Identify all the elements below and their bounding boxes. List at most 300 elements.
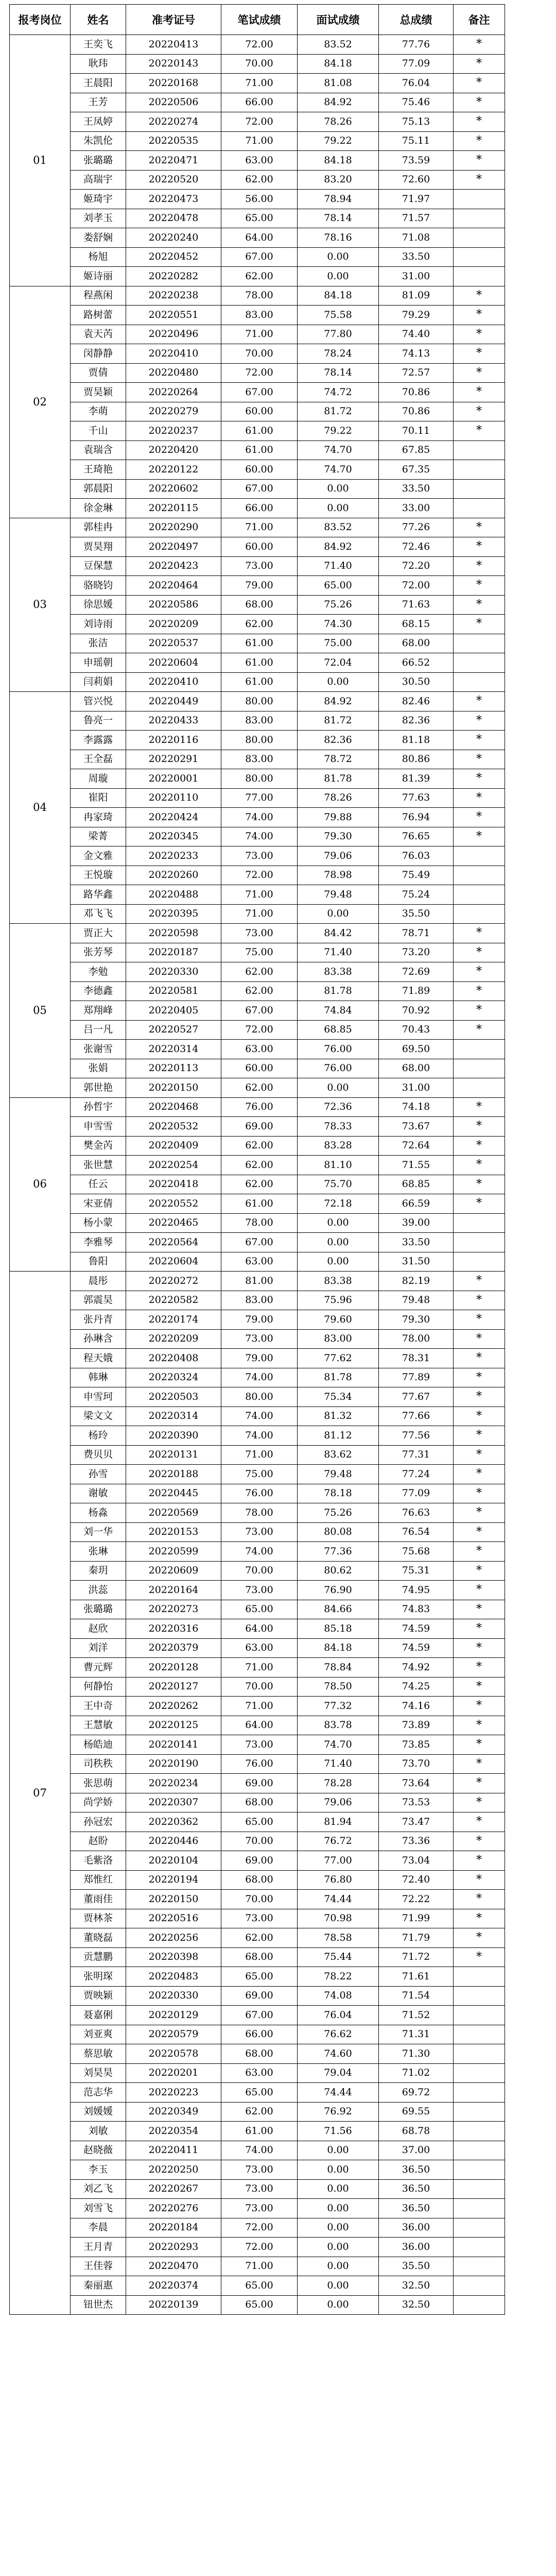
written-score-cell: 74.00 (221, 808, 298, 827)
written-score-cell: 83.00 (221, 750, 298, 769)
written-score-cell: 65.00 (221, 1967, 298, 1987)
written-score-cell: 61.00 (221, 634, 298, 653)
note-mark-cell: * (454, 1677, 505, 1697)
interview-score-cell: 0.00 (298, 2295, 379, 2315)
note-mark-cell: * (454, 1542, 505, 1562)
table-row (10, 1078, 505, 1098)
candidate-name-cell: 杨小蒙 (71, 1213, 126, 1233)
ticket-number-cell: 20220379 (126, 1638, 221, 1658)
interview-score-cell: 77.62 (298, 1349, 379, 1368)
total-score-cell: 77.24 (379, 1465, 454, 1484)
note-mark-cell: * (454, 595, 505, 615)
written-score-cell: 72.00 (221, 112, 298, 132)
ticket-number-cell: 20220139 (126, 2295, 221, 2315)
interview-score-cell: 78.14 (298, 209, 379, 228)
written-score-cell: 83.00 (221, 1291, 298, 1310)
candidate-name-cell: 钮世杰 (71, 2295, 126, 2315)
total-score-cell: 70.86 (379, 383, 454, 402)
written-score-cell: 62.00 (221, 2102, 298, 2122)
interview-score-cell: 79.04 (298, 2063, 379, 2083)
note-mark-cell: * (454, 35, 505, 55)
ticket-number-cell: 20220420 (126, 440, 221, 460)
candidate-name-cell: 鲁阳 (71, 1252, 126, 1272)
table-row (10, 885, 505, 905)
written-score-cell: 69.00 (221, 1774, 298, 1793)
table-row (10, 2025, 505, 2044)
post-code-cell: 01 (10, 35, 71, 286)
total-score-cell: 77.56 (379, 1426, 454, 1446)
written-score-cell: 72.00 (221, 866, 298, 885)
interview-score-cell: 78.16 (298, 228, 379, 248)
interview-score-cell: 83.78 (298, 1716, 379, 1735)
written-score-cell: 74.00 (221, 1406, 298, 1426)
ticket-number-cell: 20220223 (126, 2083, 221, 2103)
table-row (10, 518, 505, 537)
written-score-cell: 60.00 (221, 1059, 298, 1078)
written-score-cell: 62.00 (221, 615, 298, 634)
table-row (10, 556, 505, 576)
table-row (10, 54, 505, 74)
written-score-cell: 65.00 (221, 2295, 298, 2315)
written-score-cell: 67.00 (221, 2006, 298, 2025)
note-mark-cell: * (454, 731, 505, 750)
table-row (10, 1658, 505, 1677)
candidate-name-cell: 路树蕾 (71, 306, 126, 325)
written-score-cell: 60.00 (221, 537, 298, 557)
total-score-cell: 33.50 (379, 1233, 454, 1252)
interview-score-cell: 77.36 (298, 1542, 379, 1562)
candidate-name-cell: 骆晓钧 (71, 576, 126, 596)
ticket-number-cell: 20220349 (126, 2102, 221, 2122)
written-score-cell: 78.00 (221, 1503, 298, 1523)
written-score-cell: 80.00 (221, 692, 298, 711)
interview-score-cell: 84.42 (298, 924, 379, 943)
note-mark-cell: * (454, 1581, 505, 1600)
candidate-name-cell: 王芳 (71, 93, 126, 112)
note-mark-cell: * (454, 1117, 505, 1137)
table-row (10, 306, 505, 325)
total-score-cell: 77.76 (379, 35, 454, 55)
ticket-number-cell: 20220316 (126, 1619, 221, 1639)
interview-score-cell: 78.94 (298, 190, 379, 209)
table-row (10, 499, 505, 518)
header-total: 总成绩 (379, 5, 454, 35)
interview-score-cell: 75.26 (298, 595, 379, 615)
table-row (10, 2006, 505, 2025)
note-mark-cell: * (454, 769, 505, 789)
written-score-cell: 70.00 (221, 1677, 298, 1697)
ticket-number-cell: 20220256 (126, 1928, 221, 1948)
total-score-cell: 78.00 (379, 1329, 454, 1349)
total-score-cell: 35.50 (379, 904, 454, 924)
interview-score-cell: 74.60 (298, 2044, 379, 2064)
ticket-number-cell: 20220150 (126, 1078, 221, 1098)
candidate-name-cell: 耿玮 (71, 54, 126, 74)
written-score-cell: 69.00 (221, 1986, 298, 2006)
written-score-cell: 73.00 (221, 556, 298, 576)
ticket-number-cell: 20220506 (126, 93, 221, 112)
table-row (10, 1194, 505, 1214)
total-score-cell: 67.35 (379, 460, 454, 480)
interview-score-cell: 81.72 (298, 711, 379, 731)
interview-score-cell: 0.00 (298, 479, 379, 499)
ticket-number-cell: 20220201 (126, 2063, 221, 2083)
note-mark-cell: * (454, 1947, 505, 1967)
candidate-name-cell: 刘亚爽 (71, 2025, 126, 2044)
header-row (10, 5, 505, 35)
written-score-cell: 71.00 (221, 904, 298, 924)
interview-score-cell: 0.00 (298, 1233, 379, 1252)
note-mark-cell: * (454, 1503, 505, 1523)
candidate-name-cell: 刘孝玉 (71, 209, 126, 228)
table-row (10, 595, 505, 615)
total-score-cell: 35.50 (379, 2257, 454, 2276)
table-row (10, 1947, 505, 1967)
interview-score-cell: 83.38 (298, 962, 379, 982)
ticket-number-cell: 20220184 (126, 2218, 221, 2238)
interview-score-cell: 78.22 (298, 1967, 379, 1987)
candidate-name-cell: 吕一凡 (71, 1020, 126, 1040)
table-row (10, 74, 505, 93)
ticket-number-cell: 20220578 (126, 2044, 221, 2064)
total-score-cell: 74.95 (379, 1581, 454, 1600)
interview-score-cell: 81.78 (298, 981, 379, 1001)
table-row (10, 904, 505, 924)
ticket-number-cell: 20220276 (126, 2199, 221, 2218)
candidate-name-cell: 洪蕊 (71, 1581, 126, 1600)
table-row (10, 1754, 505, 1774)
total-score-cell: 72.20 (379, 556, 454, 576)
ticket-number-cell: 20220410 (126, 344, 221, 364)
candidate-name-cell: 路华鑫 (71, 885, 126, 905)
table-row (10, 479, 505, 499)
interview-score-cell: 0.00 (298, 904, 379, 924)
note-mark-cell: * (454, 1851, 505, 1871)
ticket-number-cell: 20220470 (126, 2257, 221, 2276)
ticket-number-cell: 20220113 (126, 1059, 221, 1078)
total-score-cell: 69.50 (379, 1040, 454, 1059)
written-score-cell: 65.00 (221, 2276, 298, 2296)
table-row (10, 402, 505, 421)
ticket-number-cell: 20220480 (126, 363, 221, 383)
candidate-name-cell: 贾昊翔 (71, 537, 126, 557)
total-score-cell: 77.09 (379, 54, 454, 74)
ticket-number-cell: 20220449 (126, 692, 221, 711)
written-score-cell: 69.00 (221, 1851, 298, 1871)
total-score-cell: 74.13 (379, 344, 454, 364)
note-mark-cell: * (454, 1619, 505, 1639)
ticket-number-cell: 20220190 (126, 1754, 221, 1774)
ticket-number-cell: 20220168 (126, 74, 221, 93)
note-mark-cell (454, 209, 505, 228)
candidate-name-cell: 千山 (71, 421, 126, 441)
ticket-number-cell: 20220127 (126, 1677, 221, 1697)
table-row (10, 1329, 505, 1349)
interview-score-cell: 71.56 (298, 2122, 379, 2141)
interview-score-cell: 0.00 (298, 672, 379, 692)
interview-score-cell: 81.10 (298, 1156, 379, 1175)
total-score-cell: 74.16 (379, 1697, 454, 1716)
total-score-cell: 72.69 (379, 962, 454, 982)
interview-score-cell: 79.06 (298, 846, 379, 866)
note-mark-cell (454, 440, 505, 460)
candidate-name-cell: 刘媛媛 (71, 2102, 126, 2122)
table-row (10, 112, 505, 132)
note-mark-cell (454, 2025, 505, 2044)
note-mark-cell: * (454, 943, 505, 962)
ticket-number-cell: 20220604 (126, 1252, 221, 1272)
table-row (10, 1272, 505, 1291)
table-row (10, 1619, 505, 1639)
total-score-cell: 82.46 (379, 692, 454, 711)
written-score-cell: 67.00 (221, 247, 298, 267)
candidate-name-cell: 徐金琳 (71, 499, 126, 518)
candidate-name-cell: 张谢雪 (71, 1040, 126, 1059)
total-score-cell: 70.86 (379, 402, 454, 421)
note-mark-cell (454, 1967, 505, 1987)
interview-score-cell: 83.52 (298, 35, 379, 55)
written-score-cell: 65.00 (221, 1600, 298, 1619)
interview-score-cell: 0.00 (298, 2199, 379, 2218)
ticket-number-cell: 20220291 (126, 750, 221, 769)
ticket-number-cell: 20220122 (126, 460, 221, 480)
interview-score-cell: 0.00 (298, 1252, 379, 1272)
total-score-cell: 73.70 (379, 1754, 454, 1774)
total-score-cell: 36.50 (379, 2199, 454, 2218)
written-score-cell: 74.00 (221, 2141, 298, 2160)
total-score-cell: 76.63 (379, 1503, 454, 1523)
candidate-name-cell: 王佳蓉 (71, 2257, 126, 2276)
written-score-cell: 73.00 (221, 1581, 298, 1600)
note-mark-cell: * (454, 808, 505, 827)
note-mark-cell: * (454, 112, 505, 132)
table-row (10, 827, 505, 846)
total-score-cell: 75.31 (379, 1561, 454, 1581)
candidate-name-cell: 孙哲宇 (71, 1097, 126, 1117)
table-row (10, 1716, 505, 1735)
interview-score-cell: 72.18 (298, 1194, 379, 1214)
ticket-number-cell: 20220250 (126, 2160, 221, 2180)
ticket-number-cell: 20220586 (126, 595, 221, 615)
table-row (10, 1349, 505, 1368)
candidate-name-cell: 王奕飞 (71, 35, 126, 55)
ticket-number-cell: 20220194 (126, 1870, 221, 1890)
ticket-number-cell: 20220143 (126, 54, 221, 74)
note-mark-cell: * (454, 1175, 505, 1194)
candidate-name-cell: 徐思媛 (71, 595, 126, 615)
written-score-cell: 66.00 (221, 2025, 298, 2044)
candidate-name-cell: 张丹青 (71, 1310, 126, 1330)
candidate-name-cell: 张娟 (71, 1059, 126, 1078)
total-score-cell: 68.00 (379, 1059, 454, 1078)
table-row (10, 1020, 505, 1040)
candidate-name-cell: 任云 (71, 1175, 126, 1194)
total-score-cell: 31.00 (379, 267, 454, 286)
written-score-cell: 71.00 (221, 885, 298, 905)
note-mark-cell: * (454, 1638, 505, 1658)
ticket-number-cell: 20220535 (126, 131, 221, 151)
note-mark-cell (454, 2295, 505, 2315)
total-score-cell: 81.09 (379, 286, 454, 306)
table-row (10, 943, 505, 962)
ticket-number-cell: 20220125 (126, 1716, 221, 1735)
interview-score-cell: 79.48 (298, 1465, 379, 1484)
ticket-number-cell: 20220104 (126, 1851, 221, 1871)
written-score-cell: 83.00 (221, 711, 298, 731)
written-score-cell: 62.00 (221, 170, 298, 190)
candidate-name-cell: 聂嘉俐 (71, 2006, 126, 2025)
note-mark-cell (454, 267, 505, 286)
candidate-name-cell: 贾映颖 (71, 1986, 126, 2006)
total-score-cell: 75.11 (379, 131, 454, 151)
table-row (10, 1522, 505, 1542)
ticket-number-cell: 20220264 (126, 383, 221, 402)
written-score-cell: 71.00 (221, 2257, 298, 2276)
ticket-number-cell: 20220609 (126, 1561, 221, 1581)
candidate-name-cell: 谢敏 (71, 1484, 126, 1503)
total-score-cell: 74.25 (379, 1677, 454, 1697)
written-score-cell: 68.00 (221, 2044, 298, 2064)
ticket-number-cell: 20220282 (126, 267, 221, 286)
written-score-cell: 71.00 (221, 325, 298, 344)
total-score-cell: 75.13 (379, 112, 454, 132)
table-row (10, 2295, 505, 2315)
note-mark-cell: * (454, 1445, 505, 1465)
total-score-cell: 70.43 (379, 1020, 454, 1040)
written-score-cell: 62.00 (221, 1136, 298, 1156)
table-row (10, 1677, 505, 1697)
total-score-cell: 71.72 (379, 1947, 454, 1967)
candidate-name-cell: 李萌 (71, 402, 126, 421)
candidate-name-cell: 秦玥 (71, 1561, 126, 1581)
total-score-cell: 71.52 (379, 2006, 454, 2025)
written-score-cell: 70.00 (221, 1561, 298, 1581)
interview-score-cell: 83.20 (298, 170, 379, 190)
note-mark-cell: * (454, 383, 505, 402)
note-mark-cell: * (454, 1368, 505, 1387)
candidate-name-cell: 孙冠宏 (71, 1812, 126, 1832)
total-score-cell: 77.26 (379, 518, 454, 537)
written-score-cell: 67.00 (221, 1001, 298, 1021)
written-score-cell: 67.00 (221, 383, 298, 402)
candidate-name-cell: 韩琳 (71, 1368, 126, 1387)
interview-score-cell: 84.92 (298, 537, 379, 557)
table-row (10, 170, 505, 190)
table-row (10, 1909, 505, 1928)
table-row (10, 692, 505, 711)
ticket-number-cell: 20220405 (126, 1001, 221, 1021)
note-mark-cell (454, 2006, 505, 2025)
candidate-name-cell: 蔡思敏 (71, 2044, 126, 2064)
total-score-cell: 32.50 (379, 2276, 454, 2296)
interview-score-cell: 78.14 (298, 363, 379, 383)
candidate-name-cell: 闫莉娟 (71, 672, 126, 692)
interview-score-cell: 0.00 (298, 2276, 379, 2296)
note-mark-cell: * (454, 518, 505, 537)
note-mark-cell: * (454, 788, 505, 808)
note-mark-cell: * (454, 306, 505, 325)
table-row (10, 1793, 505, 1812)
written-score-cell: 62.00 (221, 1156, 298, 1175)
ticket-number-cell: 20220164 (126, 1581, 221, 1600)
candidate-name-cell: 刘敏 (71, 2122, 126, 2141)
interview-score-cell: 83.28 (298, 1136, 379, 1156)
written-score-cell: 69.00 (221, 1117, 298, 1137)
note-mark-cell: * (454, 131, 505, 151)
ticket-number-cell: 20220537 (126, 634, 221, 653)
note-mark-cell (454, 1233, 505, 1252)
note-mark-cell: * (454, 1774, 505, 1793)
table-row (10, 924, 505, 943)
note-mark-cell (454, 2141, 505, 2160)
total-score-cell: 75.46 (379, 93, 454, 112)
candidate-name-cell: 张思萌 (71, 1774, 126, 1793)
interview-score-cell: 81.78 (298, 769, 379, 789)
total-score-cell: 72.40 (379, 1870, 454, 1890)
interview-score-cell: 78.26 (298, 112, 379, 132)
written-score-cell: 61.00 (221, 2122, 298, 2141)
total-score-cell: 73.64 (379, 1774, 454, 1793)
ticket-number-cell: 20220131 (126, 1445, 221, 1465)
written-score-cell: 72.00 (221, 35, 298, 55)
total-score-cell: 73.85 (379, 1735, 454, 1755)
interview-score-cell: 72.04 (298, 653, 379, 673)
note-mark-cell (454, 2102, 505, 2122)
interview-score-cell: 71.40 (298, 943, 379, 962)
interview-score-cell: 74.08 (298, 1986, 379, 2006)
interview-score-cell: 79.22 (298, 131, 379, 151)
note-mark-cell (454, 1986, 505, 2006)
total-score-cell: 73.59 (379, 151, 454, 171)
total-score-cell: 73.89 (379, 1716, 454, 1735)
candidate-name-cell: 贡慧鹏 (71, 1947, 126, 1967)
note-mark-cell: * (454, 151, 505, 171)
table-row (10, 2083, 505, 2103)
note-mark-cell: * (454, 1812, 505, 1832)
written-score-cell: 61.00 (221, 421, 298, 441)
table-row (10, 1291, 505, 1310)
note-mark-cell (454, 1059, 505, 1078)
ticket-number-cell: 20220418 (126, 1175, 221, 1194)
table-row (10, 808, 505, 827)
note-mark-cell: * (454, 1697, 505, 1716)
table-row (10, 209, 505, 228)
candidate-name-cell: 刘雪飞 (71, 2199, 126, 2218)
interview-score-cell: 83.38 (298, 1272, 379, 1291)
table-row (10, 1832, 505, 1851)
total-score-cell: 71.02 (379, 2063, 454, 2083)
written-score-cell: 72.00 (221, 1020, 298, 1040)
written-score-cell: 62.00 (221, 1078, 298, 1098)
written-score-cell: 62.00 (221, 962, 298, 982)
total-score-cell: 78.71 (379, 924, 454, 943)
written-score-cell: 71.00 (221, 518, 298, 537)
ticket-number-cell: 20220471 (126, 151, 221, 171)
table-row (10, 672, 505, 692)
note-mark-cell: * (454, 1310, 505, 1330)
note-mark-cell (454, 2179, 505, 2199)
ticket-number-cell: 20220552 (126, 1194, 221, 1214)
candidate-name-cell: 申瑶朝 (71, 653, 126, 673)
total-score-cell: 73.04 (379, 1851, 454, 1871)
interview-score-cell: 85.18 (298, 1619, 379, 1639)
interview-score-cell: 81.94 (298, 1812, 379, 1832)
ticket-number-cell: 20220153 (126, 1522, 221, 1542)
total-score-cell: 68.85 (379, 1175, 454, 1194)
total-score-cell: 70.92 (379, 1001, 454, 1021)
written-score-cell: 81.00 (221, 1272, 298, 1291)
total-score-cell: 72.22 (379, 1890, 454, 1909)
